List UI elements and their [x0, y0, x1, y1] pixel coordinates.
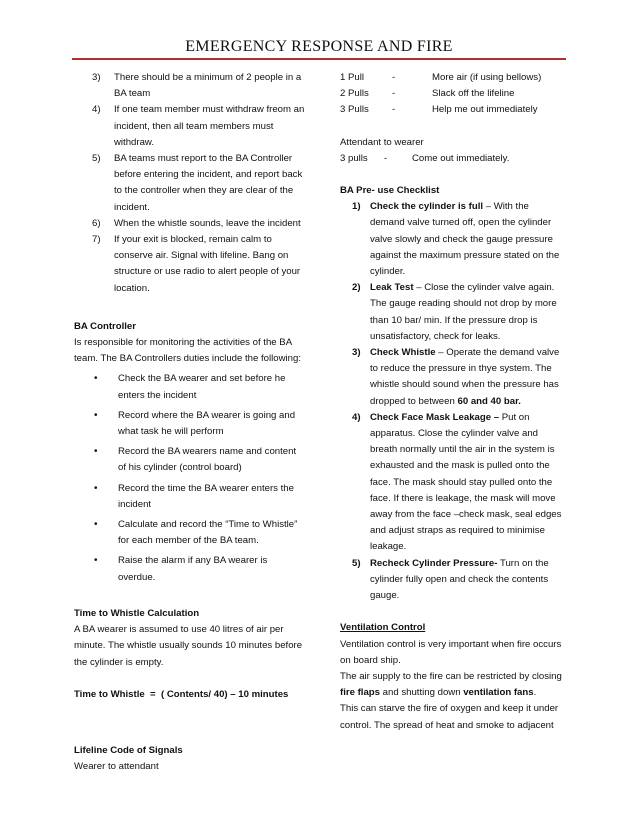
- signal-dash: -: [392, 104, 396, 116]
- signal-dash: -: [384, 152, 388, 164]
- item-lead: Recheck Cylinder Pressure-: [370, 557, 498, 569]
- signal-pulls: 1 Pull: [340, 72, 364, 83]
- item-number: 3): [92, 72, 101, 83]
- item-lead: Check the cylinder is full: [370, 201, 484, 213]
- list-item: [74, 102, 306, 151]
- item-number: 6): [92, 217, 101, 229]
- ba-controller-heading: BA Controller: [74, 320, 137, 332]
- right-column: [340, 70, 566, 734]
- table-row: [340, 151, 509, 167]
- checklist: [340, 199, 566, 604]
- text-run: and shutting down: [380, 687, 464, 699]
- text-run-bold: fire flaps: [340, 687, 380, 699]
- ba-controller-intro: Is responsible for monitoring the activities of the BA team. The BA Controllers duties include the following:: [74, 337, 301, 365]
- wearer-signals-table: [340, 70, 541, 119]
- list-item: • Record where the BA wearer is going and what task he will perform: [74, 408, 306, 440]
- ba-controller-duties: [74, 371, 306, 585]
- list-item: [74, 216, 306, 232]
- item-lead: Check Face Mask Leakage –: [370, 411, 500, 423]
- item-text: There should be a minimum of 2 people in a BA team: [114, 72, 302, 100]
- item-number: 5): [92, 153, 101, 165]
- whistle-body: A BA wearer is assumed to use 40 litres of air per minute. The whistle usually sounds 10 minutes before the cylinder is empty.: [74, 624, 303, 668]
- list-item: [74, 70, 306, 102]
- list-item: [340, 410, 566, 556]
- item-number: 3): [352, 347, 361, 359]
- item-text: BA teams must report to the BA Controller before entering the incident, and report back to the controller when they are clear of the incident.: [114, 153, 303, 213]
- list-item: [340, 556, 566, 605]
- whistle-formula: Time to Whistle = ( Contents/ 40) – 10 minutes: [74, 688, 289, 700]
- list-item: • Calculate and record the “Time to Whistle” for each member of the BA team.: [74, 517, 306, 549]
- list-item: [340, 280, 566, 345]
- ventilation-p2: [340, 669, 566, 701]
- ventilation-p3: This can starve the fire of oxygen and keep it under control. The spread of heat and smoke to adjacent: [340, 703, 559, 731]
- checklist-heading: BA Pre- use Checklist: [340, 185, 440, 197]
- item-number: 4): [352, 411, 361, 423]
- list-item: [74, 232, 306, 297]
- text-run-bold: ventilation fans: [463, 687, 534, 699]
- list-item: [74, 151, 306, 216]
- item-number: 4): [92, 104, 101, 116]
- list-item: • Record the BA wearers name and content of his cylinder (control board): [74, 444, 306, 476]
- attendant-heading: Attendant to wearer: [340, 136, 424, 148]
- item-number: 7): [92, 234, 101, 246]
- ventilation-p1: Ventilation control is very important when fire occurs on board ship.: [340, 638, 562, 666]
- table-row: [340, 86, 541, 102]
- signal-dash: -: [392, 72, 396, 83]
- ventilation-heading: Ventilation Control: [340, 622, 426, 634]
- attendant-signals-table: [340, 151, 509, 167]
- signal-meaning: Come out immediately.: [412, 152, 510, 164]
- item-lead: Leak Test: [370, 282, 414, 294]
- signal-pulls: 2 Pulls: [340, 88, 369, 100]
- item-text: When the whistle sounds, leave the incident: [114, 217, 301, 229]
- item-number: 1): [352, 201, 361, 213]
- table-row: [340, 102, 541, 118]
- signal-pulls: 3 Pulls: [340, 104, 369, 116]
- signal-meaning: More air (if using bellows): [432, 72, 542, 83]
- item-lead: Check Whistle: [370, 347, 436, 359]
- text-run: .: [533, 687, 537, 699]
- left-column: [74, 70, 306, 775]
- text-run: The air supply to the fire can be restricted by closing: [340, 670, 562, 682]
- item-number: 2): [352, 282, 361, 294]
- signal-meaning: Help me out immediately: [432, 104, 538, 116]
- signal-dash: -: [392, 88, 396, 100]
- table-row: [340, 70, 541, 86]
- item-text: If your exit is blocked, remain calm to conserve air. Signal with lifeline. Bang on structure or use radio to alert people of your location.: [114, 234, 301, 294]
- page-title: EMERGENCY RESPONSE AND FIRE: [185, 38, 453, 55]
- item-text: – With the demand valve turned off, open the cylinder valve slowly and check the gauge pressure against the maximum pressure stated on the cylinder.: [370, 201, 560, 278]
- item-text: If one team member must withdraw freom an incident, then all team members must withdraw.: [114, 104, 305, 148]
- intro-list: [74, 70, 306, 297]
- list-item: [340, 345, 566, 410]
- title-divider: [72, 58, 566, 60]
- lifeline-heading: Lifeline Code of Signals: [74, 744, 183, 756]
- item-number: 5): [352, 557, 361, 569]
- list-item: • Record the time the BA wearer enters the incident: [74, 481, 306, 513]
- list-item: [340, 199, 566, 280]
- item-text: Put on apparatus. Close the cylinder valve and breath normally until the air in the system is exhausted and the mask is pulled onto the face. The mask should stay pulled onto the face. If there is leakage, the mask will move away from the face –check mask, seal edges and adjust straps as required to minimise leakage.: [370, 411, 562, 553]
- signal-pulls: 3 pulls: [340, 152, 368, 164]
- lifeline-subheading: Wearer to attendant: [74, 761, 159, 773]
- item-text: Turn on the cylinder fully open and check the contents gauge.: [370, 557, 549, 602]
- item-bold-tail: 60 and 40 bar.: [457, 395, 521, 407]
- item-text: – Close the cylinder valve again. The gauge reading should not drop by more than 10 bar/ min. If the pressure drop is unsatisfactory, check for leaks.: [370, 282, 557, 342]
- whistle-heading: Time to Whistle Calculation: [74, 607, 200, 619]
- signal-meaning: Slack off the lifeline: [432, 88, 515, 100]
- list-item: • Raise the alarm if any BA wearer is overdue.: [74, 553, 306, 585]
- item-text: – Operate the demand valve to reduce the pressure in thye system. The whistle should sound when the pressure has dropped to between: [370, 347, 560, 407]
- list-item: • Check the BA wearer and set before he enters the incident: [74, 371, 306, 403]
